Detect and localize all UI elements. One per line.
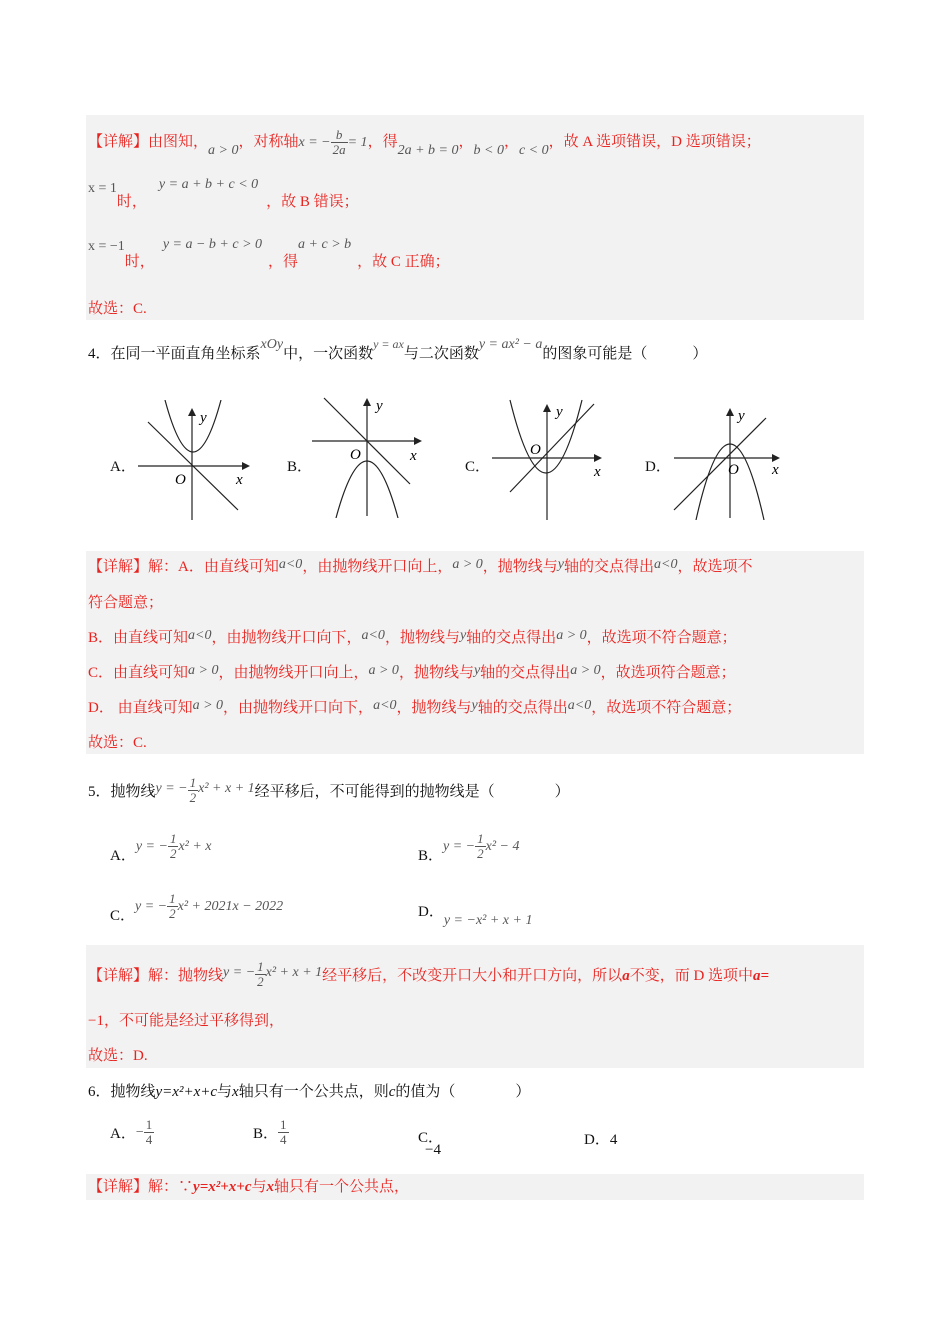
line-graph — [510, 404, 594, 492]
parabola-graph — [165, 400, 221, 452]
solution-3-line-3: x = −1时，y = a − b + c > 0，得a + c > b，故 C 正确； — [88, 237, 450, 270]
question-6-option-d: D．4 — [584, 1132, 618, 1148]
axis-label-x: x — [772, 462, 779, 478]
question-6-stem: 6．抛物线y=x²+x+c与x轴只有一个公共点，则c的值为（ ） — [88, 1084, 531, 1100]
x-axis-arrow — [772, 454, 780, 462]
question-5-stem: 5．抛物线y = − $\frac{1}{2}$ x² + x + 1经平移后，不可能得到的抛物线是（ ） — [88, 775, 570, 805]
question-6-option-b: B． $\frac{1}{4}$ — [253, 1117, 287, 1147]
x-axis-arrow — [242, 462, 250, 470]
y-axis-arrow — [543, 404, 551, 412]
y-axis-arrow — [188, 408, 196, 416]
option-d-label: D． — [645, 459, 671, 475]
origin-label: O — [530, 442, 541, 458]
solution-4-box — [86, 551, 864, 754]
question-4-stem: 4．在同一平面直角坐标系xOy中，一次函数$^{y = ax}$与二次函数y = ax² − a的图象可能是（ ） — [88, 337, 708, 362]
axis-label-y: y — [200, 410, 207, 426]
option-a-label: A． — [110, 459, 136, 475]
origin-label: O — [175, 472, 186, 488]
graph-d — [668, 402, 788, 520]
solution-5-line-1: 【详解】解：抛物线y = − $\frac{1}{2}$ x² + x + 1经平移后，不改变开口大小和开口方向，所以a不变，而 D 选项中a= — [88, 959, 770, 989]
solution-3-line-1: 【详解】由图知，a > 0，对称轴x = − $\frac{b}{2a}$ = 1，得2a + b = 0，b < 0，c < 0，故 A 选项错误，D 选项错误； — [88, 127, 761, 158]
fraction-half: $\frac{1}{2}$ — [189, 775, 197, 805]
detail-tag: 【详解】 — [88, 1179, 149, 1195]
axis-label-y: y — [376, 398, 383, 414]
x-axis-arrow — [414, 437, 422, 445]
detail-tag: 【详解】 — [88, 559, 149, 575]
axis-label-x: x — [594, 464, 601, 480]
solution-3-line-2: x = 1时，y = a + b + c < 0，故 B 错误； — [88, 177, 359, 210]
axis-label-y: y — [738, 408, 745, 424]
option-c-label: C． — [465, 459, 491, 475]
question-5-option-c: C．y = − $\frac{1}{2}$ x² + 2021x − 2022 — [110, 891, 284, 924]
solution-6-line-1: 【详解】解：∵y=x²+x+c与x轴只有一个公共点， — [88, 1179, 410, 1195]
solution-4-line-c: C．由直线可知a > 0，由抛物线开口向上，a > 0，抛物线与y轴的交点得出a > 0，故选项符合题意； — [88, 663, 736, 681]
y-axis-arrow — [363, 398, 371, 406]
solution-5-answer: 故选：D. — [88, 1048, 148, 1064]
detail-tag: 【详解】 — [88, 133, 149, 150]
solution-4-line-a: 【详解】解：A．由直线可知a<0，由抛物线开口向上，a > 0，抛物线与y轴的交点得出a<0，故选项不 — [88, 557, 753, 575]
axis-label-x: x — [410, 448, 417, 464]
solution-5-line-2: −1，不可能是经过平移得到， — [88, 1013, 284, 1029]
origin-label: O — [350, 447, 361, 463]
fraction-b-over-2a: $\frac{b}{2a}$ — [332, 127, 346, 157]
question-5-option-b: B．y = − $\frac{1}{2}$ x² − 4 — [418, 831, 520, 864]
x-axis-arrow — [594, 454, 602, 462]
detail-tag: 【详解】 — [88, 967, 149, 984]
graph-a — [132, 400, 258, 522]
solution-4-line-b: B．由直线可知a<0，由抛物线开口向下，a<0，抛物线与y轴的交点得出a > 0，故选项不符合题意； — [88, 628, 737, 646]
solution-3-answer: 故选：C. — [88, 301, 147, 317]
axis-label-x: x — [236, 472, 243, 488]
line-graph — [674, 418, 766, 510]
origin-label: O — [728, 462, 739, 478]
solution-4-line-a-cont: 符合题意； — [88, 595, 164, 611]
option-b-label: B． — [287, 459, 313, 475]
axis-label-y: y — [556, 404, 563, 420]
question-5-option-a: A．y = − $\frac{1}{2}$ x² + x — [110, 831, 212, 864]
graph-b — [306, 392, 432, 518]
y-axis-arrow — [726, 408, 734, 416]
solution-4-answer: 故选：C. — [88, 735, 147, 751]
question-6-option-a: A．− $\frac{1}{4}$ — [110, 1117, 153, 1147]
graph-c — [490, 398, 614, 522]
question-6-option-c: C．−4 — [418, 1130, 444, 1158]
solution-4-line-d: D． 由直线可知a > 0，由抛物线开口向下，a<0，抛物线与y轴的交点得出a<0，故选项不符合题意； — [88, 698, 742, 716]
question-5-option-d: D．y = −x² + x + 1 — [418, 904, 533, 928]
